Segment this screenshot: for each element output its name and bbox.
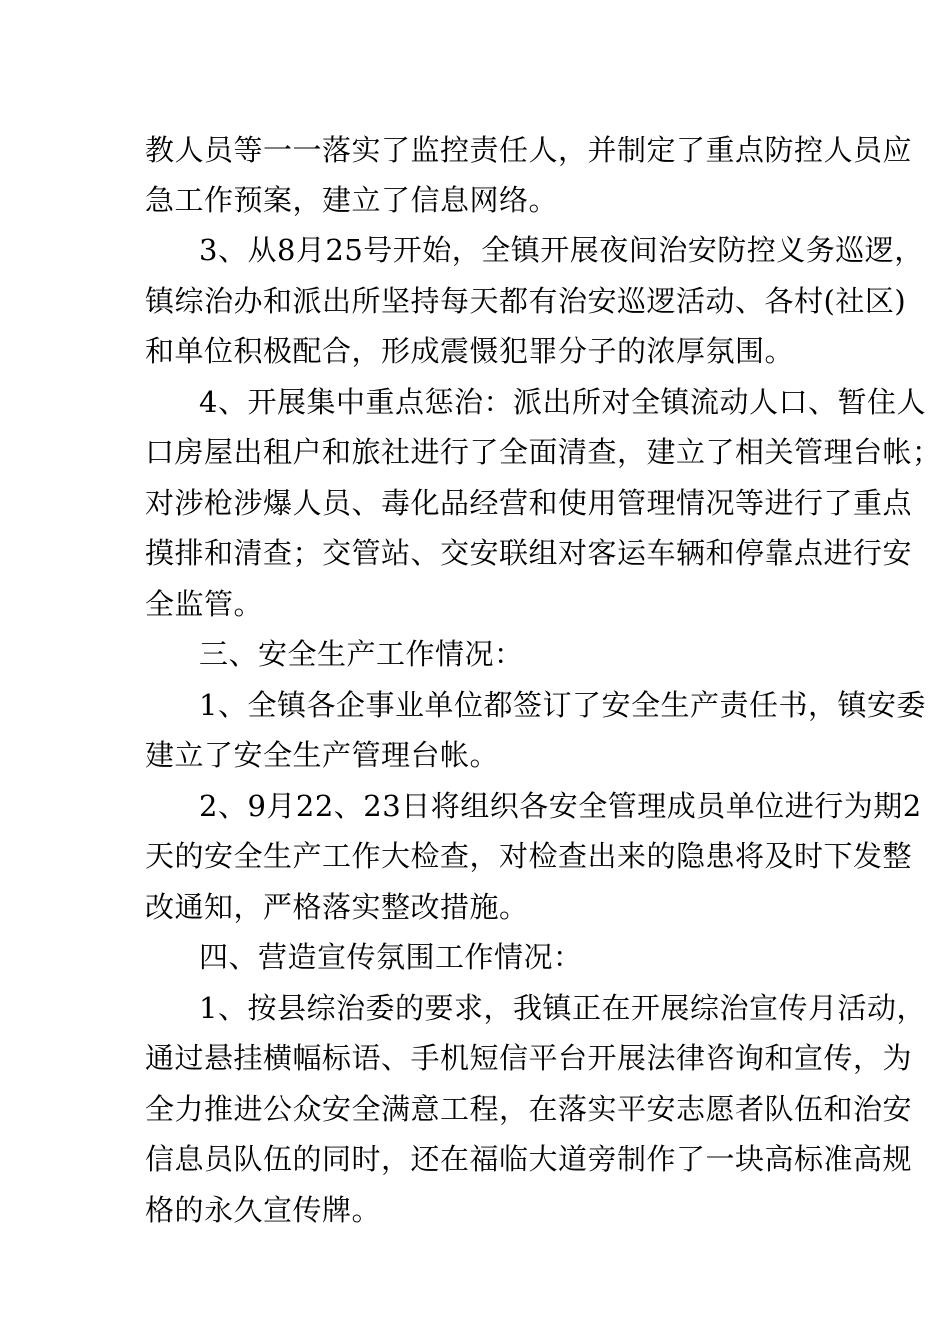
paragraph-start-line: 4、开展集中重点惩治：派出所对全镇流动人口、暂住人 (199, 385, 926, 419)
paragraph-start-line: 2、9月22、23日将组织各安全管理成员单位进行为期2 (199, 789, 922, 823)
text-line: 全力推进公众安全满意工程，在落实平安志愿者队伍和治安 (145, 1092, 913, 1126)
text-line: 摸排和清查；交管站、交安联组对客运车辆和停靠点进行安 (145, 536, 913, 570)
text-line: 信息员队伍的同时，还在福临大道旁制作了一块高标准高规 (145, 1142, 913, 1176)
text-line: 全监管。 (145, 587, 264, 621)
paragraph-start-line: 3、从8月25号开始，全镇开展夜间治安防控义务巡逻， (199, 233, 924, 267)
text-line: 口房屋出租户和旅社进行了全面清查，建立了相关管理台帐； (145, 435, 942, 469)
text-line: 通过悬挂横幅标语、手机短信平台开展法律咨询和宣传，为 (145, 1041, 913, 1075)
paragraph-start-line: 1、全镇各企事业单位都签订了安全生产责任书，镇安委 (199, 688, 926, 722)
text-line: 对涉枪涉爆人员、毒化品经营和使用管理情况等进行了重点 (145, 486, 913, 520)
text-line: 建立了安全生产管理台帐。 (145, 738, 500, 772)
text-line: 急工作预案，建立了信息网络。 (145, 183, 559, 217)
text-line: 和单位积极配合，形成震慑犯罪分子的浓厚氛围。 (145, 334, 795, 368)
paragraph-start-line: 1、按县综治委的要求，我镇正在开展综治宣传月活动， (199, 991, 926, 1025)
text-line: 天的安全生产工作大检查，对检查出来的隐患将及时下发整 (145, 839, 913, 873)
section-heading: 三、安全生产工作情况： (199, 637, 524, 671)
text-line: 镇综治办和派出所坚持每天都有治安巡逻活动、各村(社区) (145, 284, 907, 318)
text-line: 格的永久宣传牌。 (145, 1193, 382, 1227)
section-heading: 四、营造宣传氛围工作情况： (199, 940, 583, 974)
text-line: 改通知，严格落实整改措施。 (145, 890, 529, 924)
text-line: 教人员等一一落实了监控责任人，并制定了重点防控人员应 (145, 133, 913, 167)
